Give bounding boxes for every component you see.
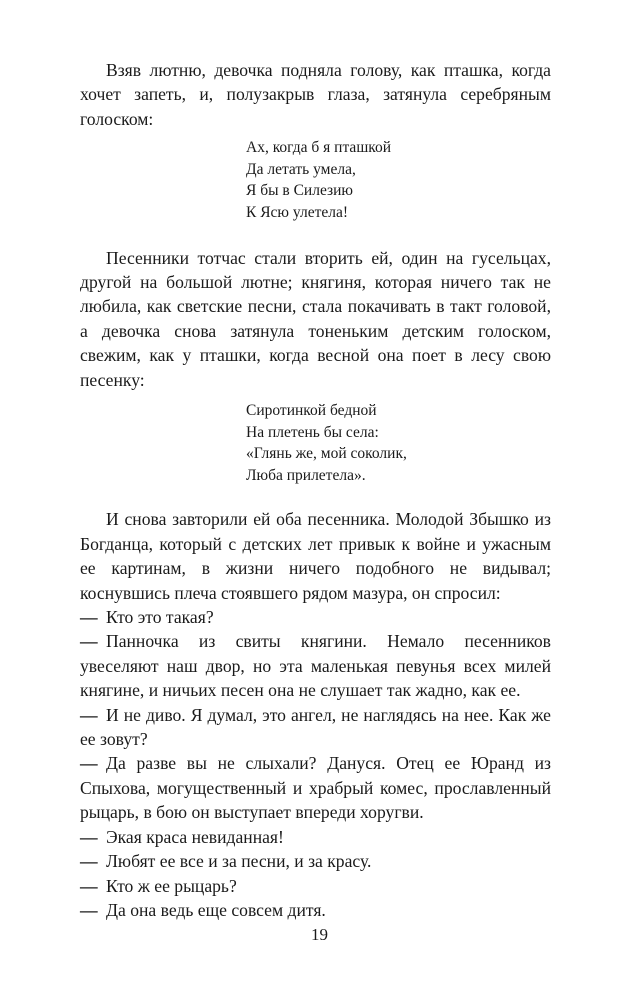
dialogue-dash: — [80,631,98,652]
dialogue-line [80,849,551,873]
dialogue-dash: — [80,899,98,920]
page-body [80,58,551,922]
dialogue-line [80,703,551,752]
verse-line: Да летать умела, [246,160,356,178]
dialogue-dash: — [80,875,98,896]
verse-line: Сиротинкой бедной [246,402,377,420]
dialogue-text: Да разве вы не слыхали? Дануся. Отец ее Юранд из Спыхова, могущественный и храбрый комес, прославленный рыцарь, в бою он выступает впереди хоругви. [80,753,551,823]
dialogue-text: Да она ведь еще совсем дитя. [106,899,326,920]
paragraph-2: Песенники тотчас стали вторить ей, один на гусельцах, другой на большой лютне; княгиня, которая ничего так не любила, как светские песни, стала покачивать в такт головой, а девочка снова затянула тоненьким детским голоском, свежим, как у пташки, когда весной она поет в лесу свою песенку: [80,247,551,390]
dialogue-line [80,629,551,702]
verse-line: Люба прилетела». [246,466,366,484]
dialogue-dash: — [80,753,98,774]
dialogue-dash: — [80,826,98,847]
verse-line: «Глянь же, мой соколик, [246,445,407,463]
verse-2 [80,400,551,486]
dialogue-dash: — [80,851,98,872]
dialogue-text: И не диво. Я думал, это ангел, не наглядясь на нее. Как же ее зовут? [80,704,551,750]
verse-line: Ах, когда б я пташкой [246,139,392,157]
verse-line: Я бы в Силезию [246,182,354,200]
dialogue-line [80,874,551,898]
dialogue-text: Панночка из свиты княгини. Немало песенников увеселяют наш двор, но эта маленькая певунья всех милей княгине, и ничьих песен она не слушает так жадно, как ее. [80,631,551,701]
dialogue-dash: — [80,607,98,628]
dialogue-dash: — [80,704,98,725]
verse-line: К Ясю улетела! [246,204,348,221]
page-number: 19 [311,925,328,944]
dialogue-text: Любят ее все и за песни, и за красу. [106,851,372,872]
dialogue-line [80,898,551,922]
verse-line: На плетень бы села: [246,423,379,441]
paragraph-3: И снова завторили ей оба песенника. Молодой Збышко из Богданца, который с детских лет привык к войне и ужасным ее картинам, в жизни ничего подобного не видывал; коснувшись плеча стоявшего рядом мазура, он спросил: [80,509,551,603]
dialogue-line [80,605,551,629]
dialogue-text: Кто ж ее рыцарь? [106,875,237,896]
dialogue-line [80,751,551,824]
paragraph-1: Взяв лютню, девочка подняла голову, как пташка, когда хочет запеть, и, полузакрыв глаза, затянула серебряным голоском: [80,60,551,129]
verse-1 [80,137,551,223]
dialogue-text: Кто это такая? [106,607,214,628]
dialogue-text: Экая краса невиданная! [106,826,284,847]
dialogue-line [80,825,551,849]
